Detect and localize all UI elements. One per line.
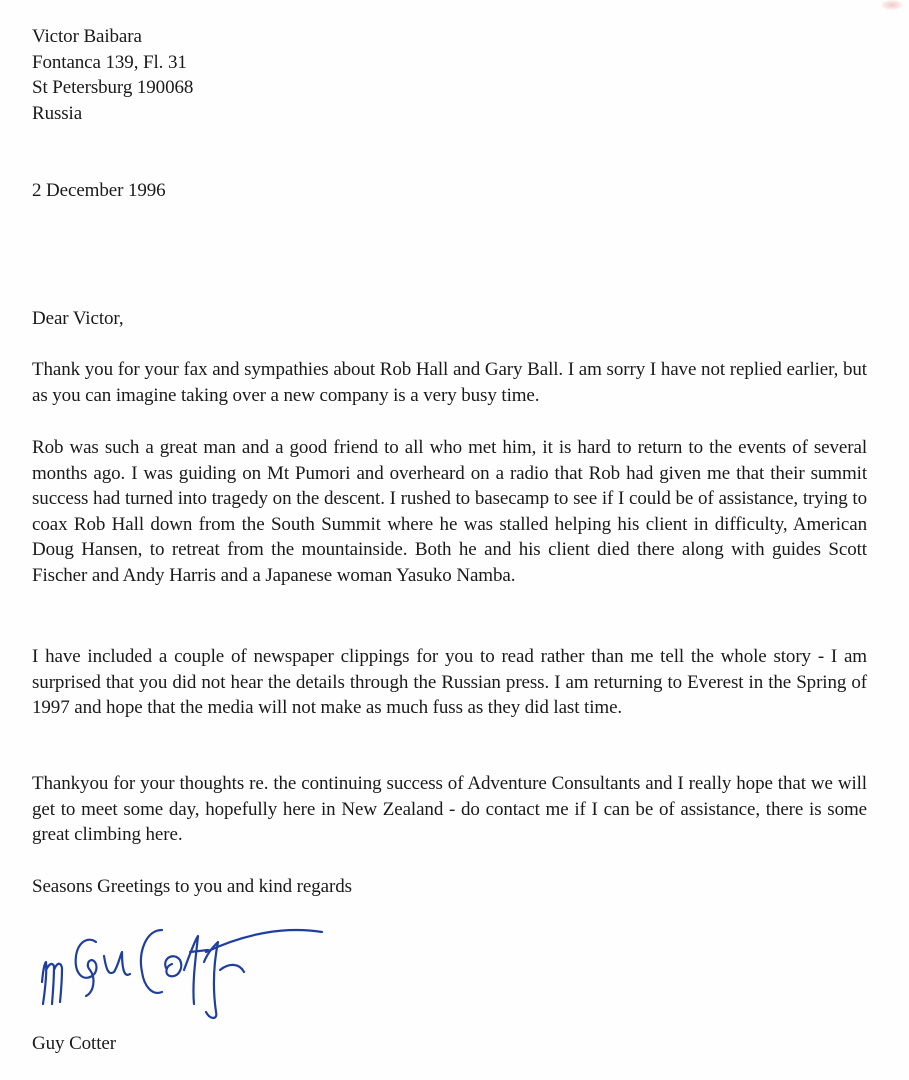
corner-smudge bbox=[881, 0, 903, 10]
signature-stroke bbox=[220, 965, 244, 972]
signature-stroke bbox=[42, 962, 62, 1004]
paragraph-1: Thank you for your fax and sympathies about Rob Hall and Gary Ball. I am sorry I have not replied earlier, but as you can imagine taking over a new company is a very busy time. bbox=[32, 359, 867, 406]
signature-stroke bbox=[206, 930, 322, 952]
address-line-city: St Petersburg 190068 bbox=[32, 77, 194, 98]
closing-line: Seasons Greetings to you and kind regards bbox=[32, 876, 352, 897]
handwritten-signature bbox=[34, 912, 334, 1024]
paragraph-3: I have included a couple of newspaper clippings for you to read rather than me tell the whole story - I am surprised that you did not hear the details through the Russian press. I am returning to Everest in the Spring of 1997 and hope that the media will not make as much fuss as they did last time. bbox=[32, 646, 867, 718]
signer-name: Guy Cotter bbox=[32, 1033, 116, 1054]
address-line-street: Fontanca 139, Fl. 31 bbox=[32, 51, 187, 73]
letter-date: 2 December 1996 bbox=[32, 180, 166, 201]
salutation: Dear Victor, bbox=[32, 308, 124, 329]
signature-strokes bbox=[42, 930, 322, 1018]
signature-stroke bbox=[76, 940, 97, 996]
paragraph-4: Thankyou for your thoughts re. the continuing success of Adventure Consultants and I really hope that we will get to meet some day, hopefully here in New Zealand - do contact me if I can be of assistance, there is some great climbing here. bbox=[32, 773, 867, 845]
signature-stroke bbox=[184, 936, 208, 1004]
recipient-address bbox=[32, 24, 193, 126]
signature-stroke bbox=[141, 930, 162, 993]
address-line-country: Russia bbox=[32, 102, 83, 124]
signature-stroke bbox=[104, 952, 130, 975]
signature-stroke bbox=[165, 956, 181, 976]
paragraph-2: Rob was such a great man and a good friend to all who met him, it is hard to return to the events of several months ago. I was guiding on Mt Pumori and overheard on a radio that Rob had given me that their summit success had turned into tragedy on the descent. I rushed to basecamp to see if I could be of assistance, trying to coax Rob Hall down from the South Summit where he was stalled helping his client in difficulty, American Doug Hansen, to retreat from the mountainside. Both he and his client died there along with guides Scott Fischer and Andy Harris and a Japanese woman Yasuko Namba. bbox=[32, 437, 867, 586]
signature-stroke bbox=[204, 942, 218, 1018]
address-line-name: Victor Baibara bbox=[32, 26, 142, 47]
